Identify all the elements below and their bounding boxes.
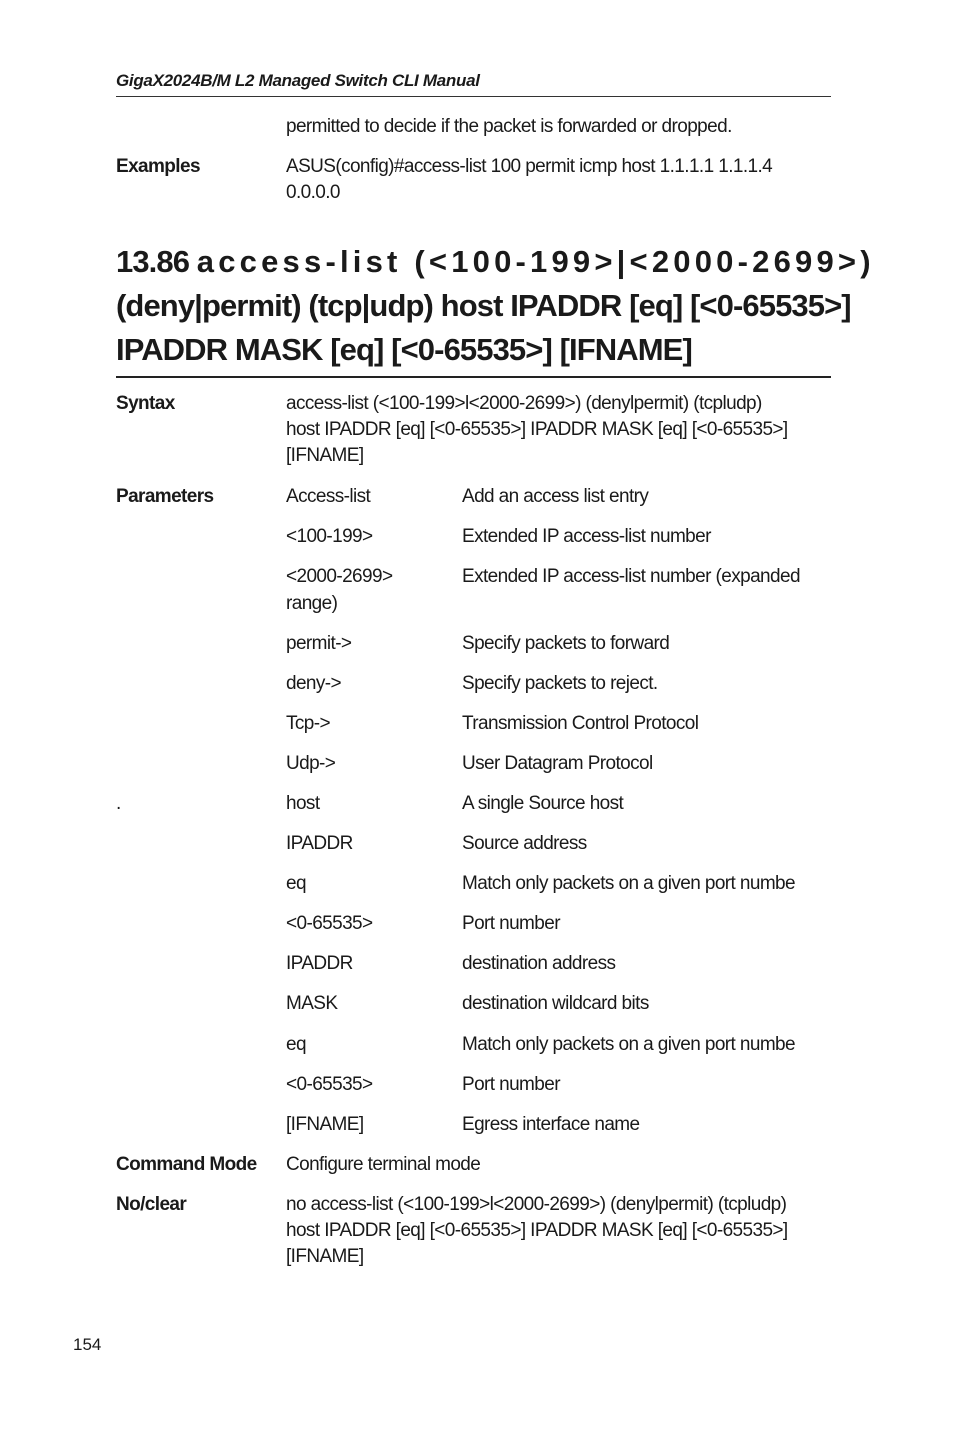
param-name: IPADDR — [286, 833, 353, 854]
section-title-line-2: (deny|permit) (tcp|udp) host IPADDR [eq] [<0-65535>] — [116, 288, 851, 323]
param-desc: destination address — [462, 953, 616, 974]
syntax-line-3: [IFNAME] — [286, 445, 364, 466]
param-desc: Extended IP access-list number — [462, 526, 711, 547]
param-name: eq — [286, 873, 306, 894]
param-desc: User Datagram Protocol — [462, 753, 653, 774]
param-desc: Specify packets to forward — [462, 633, 670, 654]
param-desc: destination wildcard bits — [462, 993, 649, 1014]
parameters-label: Parameters — [116, 486, 214, 507]
param-name: deny-> — [286, 673, 342, 694]
param-name: eq — [286, 1034, 306, 1055]
param-desc: Specify packets to reject. — [462, 673, 658, 694]
param-desc: Match only packets on a given port numbe — [462, 873, 795, 894]
syntax-label: Syntax — [116, 393, 175, 414]
examples-line-2: 0.0.0.0 — [286, 182, 340, 203]
continuation-text: permitted to decide if the packet is forwarded or dropped. — [286, 116, 732, 137]
no-clear-line-3: [IFNAME] — [286, 1246, 364, 1267]
param-name: host — [286, 793, 320, 814]
syntax-line-1: access-list (<100-199>l<2000-2699>) (denylpermit) (tcpludp) — [286, 393, 762, 414]
param-name: Udp-> — [286, 753, 336, 774]
param-desc: Port number — [462, 1074, 560, 1095]
examples-line-1: ASUS(config)#access-list 100 permit icmp host 1.1.1.1 1.1.1.4 — [286, 156, 773, 177]
param-desc: Egress interface name — [462, 1114, 640, 1135]
section-title-line-3: IPADDR MASK [eq] [<0-65535>] [IFNAME] — [116, 332, 692, 367]
section-title — [116, 240, 875, 378]
param-desc: Source address — [462, 833, 587, 854]
param-name: <100-199> — [286, 526, 373, 547]
param-name: <0-65535> — [286, 1074, 373, 1095]
no-clear-line-2: host IPADDR [eq] [<0-65535>] IPADDR MASK [eq] [<0-65535>] — [286, 1220, 788, 1241]
section-number: 13.86 — [116, 244, 190, 279]
section-title-line-1 — [116, 240, 875, 284]
section-title-command: access-list (<100-199>|<2000-2699>) — [196, 244, 875, 279]
param-name: Access-list — [286, 486, 371, 507]
command-mode-value: Configure terminal mode — [286, 1154, 481, 1175]
param-desc: Extended IP access-list number (expanded — [462, 566, 800, 587]
no-clear-content — [286, 1192, 831, 1270]
param-desc: Transmission Control Protocol — [462, 713, 699, 734]
param-desc: A single Source host — [462, 793, 624, 814]
param-desc: Add an access list entry — [462, 486, 649, 507]
param-name: permit-> — [286, 633, 352, 654]
param-name: Tcp-> — [286, 713, 330, 734]
examples-label: Examples — [116, 156, 200, 177]
syntax-line-2: host IPADDR [eq] [<0-65535>] IPADDR MASK [eq] [<0-65535>] — [286, 419, 788, 440]
param-name-continuation: range) — [286, 593, 338, 614]
param-name: MASK — [286, 993, 338, 1014]
param-name: [IFNAME] — [286, 1114, 364, 1135]
no-clear-label: No/clear — [116, 1194, 187, 1215]
param-name: <0-65535> — [286, 913, 373, 934]
running-header: GigaX2024B/M L2 Managed Switch CLI Manual — [116, 70, 831, 97]
command-mode-label: Command Mode — [116, 1154, 257, 1175]
param-name: <2000-2699> — [286, 566, 393, 587]
page-number: 154 — [73, 1335, 102, 1354]
stray-mark: . — [116, 793, 121, 814]
param-desc: Match only packets on a given port numbe — [462, 1034, 795, 1055]
param-desc: Port number — [462, 913, 560, 934]
param-name: IPADDR — [286, 953, 353, 974]
syntax-content — [286, 391, 831, 469]
examples-content — [286, 154, 831, 206]
no-clear-line-1: no access-list (<100-199>l<2000-2699>) (denylpermit) (tcpludp) — [286, 1194, 787, 1215]
